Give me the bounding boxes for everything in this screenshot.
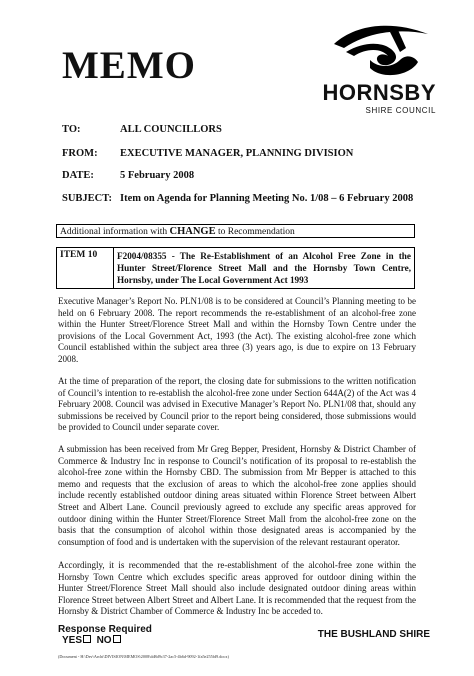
yes-checkbox[interactable] <box>83 635 91 643</box>
subject-label: SUBJECT: <box>62 193 112 204</box>
bushland-shire: THE BUSHLAND SHIRE <box>317 629 430 640</box>
response-no: NO <box>96 635 112 646</box>
body-paragraph: A submission has been received from Mr Greg Bepper, President, Hornsby & District Chamber of Commerce & Industry Inc in response to Council’s notification of its proposal to re-establish the alcohol-free zone within the Hornsby CBD. The submission from Mr Bepper is attached to this memo and requests that the exclusion of areas to which the alcohol-free zone applies should include recently established outdoor dining areas situated within Florence Street between Albert Street and Albert Lane. Council previously agreed to exclude any specific areas approved for outdoor dining within the Hunter Street/Florence Street Mall from the alcohol-free zone on the basis that the consumption of alcohol within those designated areas is accompanied by the consumption of food and is undertaken with the supervision of the relevant restaurant operator. <box>58 444 416 547</box>
response-required <box>58 624 152 646</box>
notice-suffix: to Recommendation <box>217 227 295 237</box>
from-line <box>62 148 353 159</box>
response-label: Response Required <box>58 624 152 635</box>
item-number: ITEM 10 <box>57 248 114 288</box>
logo-name: HORNSBY <box>322 80 436 105</box>
memo-title: MEMO <box>62 44 196 87</box>
subject-line <box>62 193 413 204</box>
item-table <box>56 247 415 289</box>
body-paragraph: At the time of preparation of the report, the closing date for submissions to the written notification of Council’s intention to re-establish the alcohol-free zone under Section 644A(2) of the Act was 4 February 2008. Council was advised in Executive Manager’s Report No. PLN1/08 that, should any submissions be received by Council prior to the report being considered, those submissions would be provided to Council under separate cover. <box>58 376 416 433</box>
date-line <box>62 170 194 181</box>
to-label: TO: <box>62 124 81 135</box>
subject-value: Item on Agenda for Planning Meeting No. 1/08 – 6 February 2008 <box>120 193 414 204</box>
body-paragraph: Executive Manager’s Report No. PLN1/08 is to be considered at Council’s Planning meeting to be held on 6 February 2008. The report recommends the re-establishment of an alcohol-free zone within the Hunter Street/Florence Street Mall and within the Hornsby Town Centre under the provisions of the Local Government Act, 1993 (the Act). The existing alcohol-free zone which Council established within the subject area three (3) years ago, is due to expire on 13 February 2008. <box>58 296 416 364</box>
item-title: F2004/08355 - The Re-Establishment of an Alcohol Free Zone in the Hunter Street/Florence Street Mall and the Hornsby Town Centre, Hornsby, under The Local Government Act 1993 <box>117 251 411 286</box>
body-paragraph: Accordingly, it is recommended that the re-establishment of the alcohol-free zone within the Hornsby Town Centre which excludes specific areas approved for outdoor dining within the Hunter Street/Florence Street Mall should also include designated outdoor dining areas within Florence Street between Albert Street and Albert Lane. It is recommended that the request from the Hornsby & District Chamber of Commerce & Industry Inc be acceded to. <box>58 560 416 617</box>
hornsby-swoosh-icon <box>326 22 436 84</box>
notice-prefix: Additional information with <box>60 227 168 237</box>
response-yes: YES <box>62 635 83 646</box>
to-value: ALL COUNCILLORS <box>120 124 222 135</box>
from-value: EXECUTIVE MANAGER, PLANNING DIVISION <box>120 148 354 159</box>
logo-subtitle: SHIRE COUNCIL <box>365 106 436 115</box>
to-line <box>62 124 222 135</box>
from-label: FROM: <box>62 148 98 159</box>
no-checkbox[interactable] <box>113 635 121 643</box>
change-notice <box>56 224 415 238</box>
hornsby-logo <box>318 22 436 122</box>
date-value: 5 February 2008 <box>120 170 195 181</box>
date-label: DATE: <box>62 170 94 181</box>
notice-emphasis: CHANGE <box>169 226 216 237</box>
document-path: (Document - H:\Dev\Archi\DIVISION\MEMOS\2008\dd8d9c37-2ac5-4b6d-9092-1fa5e255fd9.docx) <box>58 654 229 659</box>
